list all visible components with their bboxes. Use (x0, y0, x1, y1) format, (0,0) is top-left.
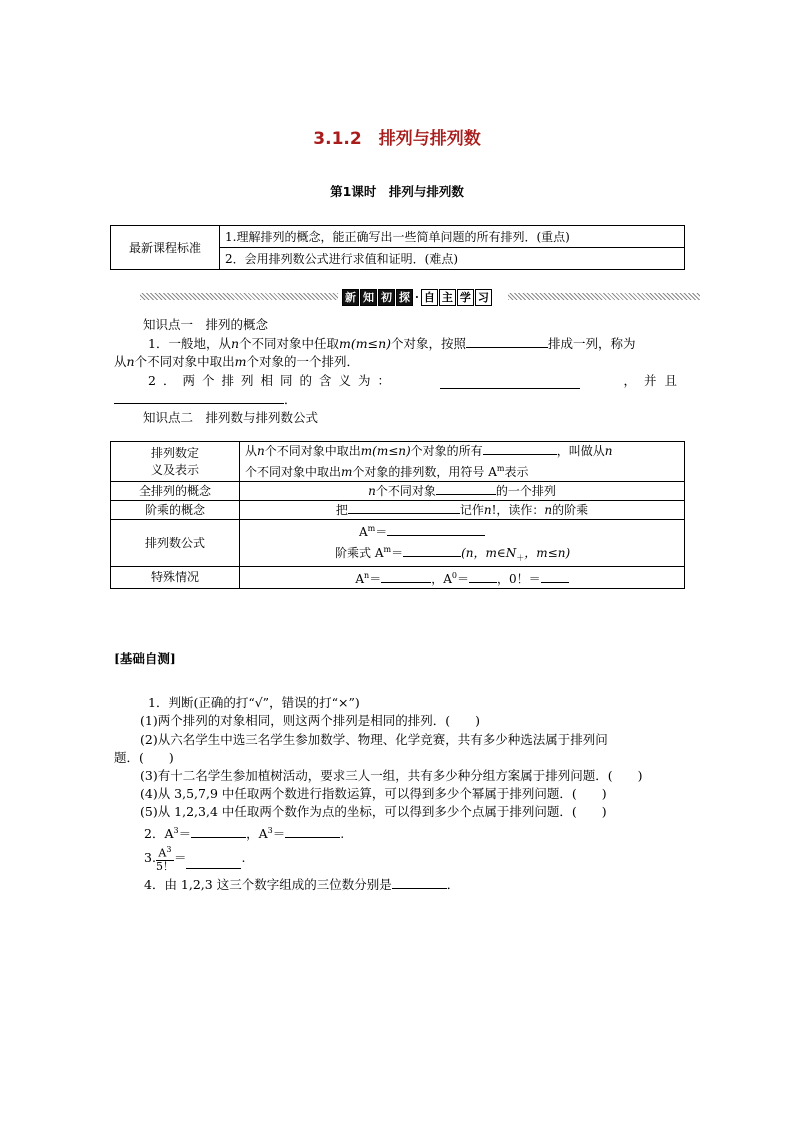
kp1-var-n: n (126, 354, 135, 369)
kp1-line-1 (148, 335, 636, 353)
cell-text: 个不同对象中取出 (264, 444, 361, 458)
cell-text: ＝ (375, 525, 388, 539)
cell-text: ＝ (391, 546, 404, 560)
cell-text: ，0！＝ (496, 572, 541, 587)
row-content-formula (240, 520, 685, 567)
row-content-special (240, 567, 685, 589)
var-n: n (604, 444, 613, 458)
var-m: m (341, 465, 353, 479)
cell-text: ，叫做从 (556, 444, 605, 458)
kp1-text: 个不同对象中取出 (134, 354, 235, 369)
kp1-text: 个对象的一个排列． (246, 354, 359, 369)
lesson-subtitle: 第1课时 排列与排列数 (330, 184, 464, 199)
cell-text: ＝ (369, 572, 382, 587)
fill-blank[interactable] (440, 376, 580, 389)
kp1-line-4 (114, 391, 297, 409)
row-content-factorial (240, 501, 685, 520)
q-text: ＝ (173, 850, 187, 866)
kp1-line-3 (148, 372, 685, 390)
kp1-line-2 (114, 353, 359, 371)
question-4 (144, 876, 459, 894)
var-n: n (368, 484, 376, 498)
cell-text: 个对象的所有 (410, 444, 483, 458)
var-n: n (544, 503, 553, 517)
cell-text: A (359, 525, 368, 539)
row-label-factorial: 阶乘的概念 (111, 501, 240, 520)
row-label-text: 排列数定 (150, 445, 199, 460)
q-text: ＝ (178, 826, 192, 842)
q-text: 4．由 1,2,3 这三个数字组成的三位数分别是 (144, 877, 392, 892)
kp1-heading: 知识点一 排列的概念 (143, 317, 269, 332)
banner-badges (342, 289, 493, 306)
fill-blank[interactable] (403, 544, 461, 557)
question-2 (144, 822, 344, 843)
page-title: 3.1.2 排列与排列数 (313, 129, 481, 149)
q-text: A (158, 846, 167, 860)
fill-blank[interactable] (348, 501, 460, 514)
question-1: 1．判断(正确的打“√”，错误的打“×”) (148, 695, 360, 710)
question-3 (144, 844, 245, 873)
superscript: 0 (451, 571, 457, 581)
superscript: m (367, 524, 376, 533)
superscript: m (496, 464, 505, 473)
superscript: m (383, 545, 392, 554)
standards-item-2: 2．会用排列数公式进行求值和证明．(难点) (220, 248, 685, 270)
var-m: m(m≤n) (360, 444, 411, 458)
fill-blank[interactable] (469, 570, 497, 583)
fill-blank[interactable] (436, 482, 496, 495)
section-banner (140, 290, 700, 304)
standards-item-1: 1.理解排列的概念，能正确写出一些简单问题的所有排列．(重点) (220, 226, 685, 248)
kp1-var-m: m(m≤n) (339, 336, 392, 351)
fill-blank[interactable] (381, 570, 431, 583)
cell-text: A (355, 572, 365, 587)
superscript: 3 (267, 826, 273, 835)
fill-blank[interactable] (285, 825, 340, 838)
kp1-text: ． (284, 392, 297, 407)
q-text: . (340, 826, 345, 842)
superscript: 3 (173, 826, 179, 835)
cell-text: ，m≤n) (524, 546, 571, 560)
row-label-text: 义及表示 (150, 462, 199, 477)
banner-badge-2: 知 (360, 289, 377, 306)
subscript: ＋ (516, 553, 525, 563)
q-text: ． (446, 877, 460, 892)
cell-text: ＝ (456, 572, 469, 587)
kp1-var-n: n (230, 336, 240, 351)
row-content-definition (240, 442, 685, 482)
row-label-formula: 排列数公式 (111, 520, 240, 567)
kp1-var-m: m (234, 354, 247, 369)
cell-text: 个不同对象中取出 (245, 465, 342, 479)
formula-line-1 (245, 520, 679, 541)
fraction-numerator (156, 844, 174, 861)
fill-blank[interactable] (392, 876, 447, 889)
q-text: 3. (144, 850, 156, 866)
permutation-definition-table (110, 441, 685, 589)
banner-badge-8: 习 (475, 289, 492, 306)
self-test-heading: [基础自测] (114, 651, 176, 666)
cell-text: 的一个排列 (495, 484, 556, 498)
cell-text: 从 (245, 444, 258, 458)
cell-text: 记作 (459, 503, 484, 517)
banner-badge-7: 学 (457, 289, 474, 306)
fraction-denominator: 5！ (155, 859, 174, 873)
cell-text: 个对象的排列数，用符号 A (352, 465, 497, 479)
q-text: . (241, 850, 246, 866)
kp1-text: 从 (114, 354, 127, 369)
row-label-definition (111, 442, 240, 482)
superscript: 3 (166, 845, 172, 854)
cell-text: !，读作： (491, 503, 545, 517)
row-label-special: 特殊情况 (111, 567, 240, 589)
standards-label: 最新课程标准 (111, 226, 220, 270)
fill-blank[interactable] (466, 335, 548, 348)
var-n: n (257, 444, 265, 458)
fill-blank[interactable] (541, 570, 569, 583)
banner-badge-3: 初 (378, 289, 395, 306)
cell-text: 阶乘式 A (335, 546, 384, 560)
cell-text: ，A (431, 572, 452, 587)
cell-text: 个不同对象 (375, 484, 436, 498)
row-content-full-permutation (240, 482, 685, 501)
fill-blank[interactable] (191, 825, 246, 838)
formula-line-2 (245, 541, 679, 566)
banner-badge-4: 探 (396, 289, 413, 306)
var-n: n (483, 503, 492, 517)
kp1-text: 个对象，按照 (391, 336, 467, 351)
kp1-text: 个不同对象中任取 (239, 336, 340, 351)
fill-blank[interactable] (114, 391, 284, 404)
kp1-text: 2．两个排列相同的含义为： (148, 373, 397, 388)
fill-blank[interactable] (483, 442, 557, 455)
kp2-heading: 知识点二 排列数与排列数公式 (143, 410, 319, 425)
cell-text: 的阶乘 (552, 503, 589, 517)
banner-badge-1: 新 (342, 289, 359, 306)
kp1-text: 排成一列，称为 (548, 336, 636, 351)
fraction (156, 844, 174, 873)
fill-blank[interactable] (387, 523, 485, 536)
kp1-text: ，并且 (623, 373, 685, 388)
question-1-3: (3)有十二名学生参加植树活动，要求三人一组，共有多少种分组方案属于排列问题．( ) (140, 768, 643, 783)
question-1-1: (1)两个排列的对象相同，则这两个排列是相同的排列．( ) (140, 713, 480, 728)
banner-stripe-left (140, 293, 338, 300)
q-text: 2．A (144, 826, 174, 842)
row-label-full-permutation: 全排列的概念 (111, 482, 240, 501)
question-1-2-cont: 题．( ) (114, 750, 174, 765)
curriculum-standards-table (110, 225, 685, 270)
question-1-4: (4)从 3,5,7,9 中任取两个数进行指数运算，可以得到多少个幂属于排列问题．( ) (140, 786, 607, 801)
q-text: ＝ (272, 826, 286, 842)
banner-dot: · (415, 291, 419, 304)
cell-text: (n，m∈N (461, 546, 517, 560)
fill-blank[interactable] (186, 856, 241, 869)
question-1-2: (2)从六名学生中选三名学生参加数学、物理、化学竞赛，共有多少种选法属于排列问 (140, 732, 608, 747)
banner-badge-5: 自 (421, 289, 438, 306)
cell-text: 表示 (504, 465, 529, 479)
q-text: ，A (246, 826, 268, 842)
banner-badge-6: 主 (439, 289, 456, 306)
superscript: n (364, 571, 370, 581)
cell-text: 把 (335, 503, 348, 517)
question-1-5: (5)从 1,2,3,4 中任取两个数作为点的坐标，可以得到多少个点属于排列问题．( ) (140, 804, 607, 819)
banner-stripe-right (508, 293, 700, 300)
kp1-text: 1．一般地，从 (148, 336, 231, 351)
